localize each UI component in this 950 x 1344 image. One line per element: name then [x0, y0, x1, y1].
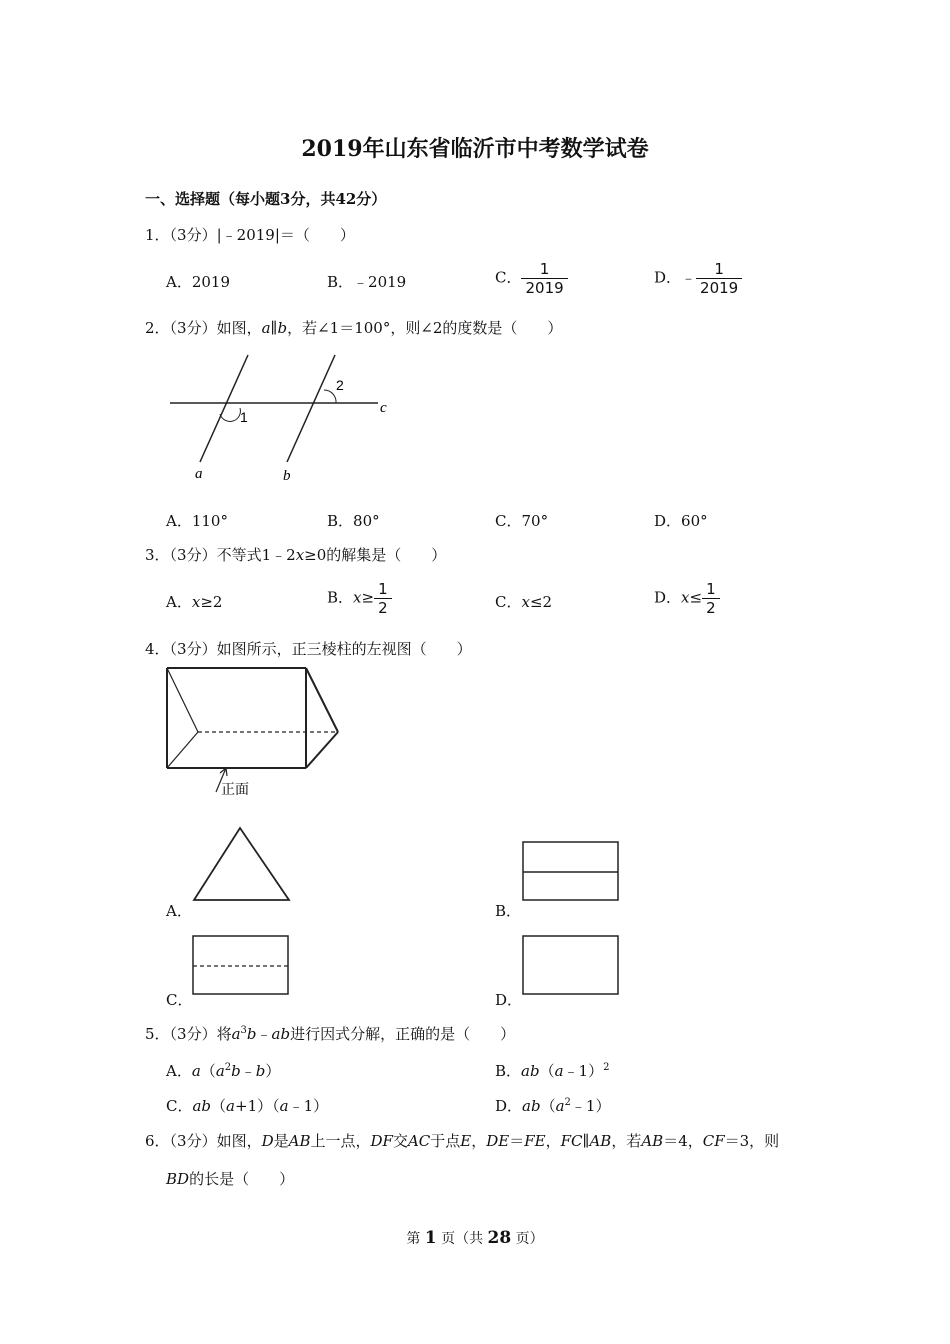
- exponent: 2: [603, 1062, 610, 1073]
- text: ，: [545, 1132, 561, 1150]
- parallel-lines-figure: [160, 350, 400, 490]
- question-number: 5．: [145, 1025, 170, 1043]
- text: ＝: [509, 1132, 525, 1150]
- option-text: ≥: [361, 588, 375, 607]
- fraction: [696, 260, 742, 297]
- option-text: ﹣1）: [288, 1097, 329, 1115]
- page-title: 2019年山东省临沂市中考数学试卷: [301, 136, 649, 162]
- q1-option-d: [654, 260, 742, 297]
- math-var: x: [681, 588, 690, 607]
- option-label: A．: [166, 593, 192, 611]
- minus-sign: ﹣: [256, 1025, 272, 1043]
- math-var: a: [215, 1062, 225, 1080]
- q5-option-c: [166, 1095, 328, 1116]
- math-var: FE: [524, 1132, 546, 1150]
- q2-option-c: C．70°: [495, 512, 549, 530]
- option-text: ≤: [689, 588, 703, 607]
- question-1: [145, 224, 355, 245]
- exponent: 2: [224, 1062, 232, 1073]
- q4-option-c: C．: [166, 991, 193, 1009]
- angle-1-label: 1: [240, 409, 248, 425]
- line-c-label: c: [380, 400, 387, 416]
- minus-sign: ﹣: [681, 268, 697, 287]
- q1-option-c: [495, 260, 568, 297]
- option-label: D．: [654, 268, 682, 287]
- option-label: D．: [654, 588, 682, 607]
- fraction-denominator: 2019: [696, 278, 742, 297]
- text: ，: [471, 1132, 487, 1150]
- question-number: 1．: [145, 226, 170, 244]
- fraction-numerator: 1: [714, 260, 724, 278]
- paren: （: [539, 1062, 555, 1080]
- text: 是: [273, 1132, 289, 1150]
- minus-sign: ﹣: [240, 1062, 256, 1080]
- section-heading: 一、选择题（每小题3分，共42分）: [145, 190, 387, 208]
- math-var: ab: [192, 1097, 212, 1115]
- option-label: A．: [166, 1062, 192, 1080]
- text: （3分）如图，: [169, 1132, 262, 1150]
- text: 上一点，: [310, 1132, 371, 1150]
- option-label: C．: [166, 1097, 193, 1115]
- footer-text: 页）: [515, 1231, 544, 1247]
- exponent: 3: [240, 1025, 247, 1036]
- q1-option-b: B．﹣2019: [327, 273, 407, 291]
- q5-option-a: [166, 1060, 280, 1081]
- q3-option-a: [166, 591, 222, 612]
- paren: ）: [265, 1062, 281, 1080]
- math-var: x: [353, 588, 362, 607]
- option-text: ≤2: [529, 593, 553, 611]
- math-var: a: [554, 1062, 564, 1080]
- q1-option-a: A．2019: [166, 273, 231, 291]
- option-label: D．: [495, 1097, 523, 1115]
- question-4: [145, 638, 472, 659]
- footer-text: 第: [406, 1231, 421, 1247]
- angle-2-label: 2: [336, 377, 344, 393]
- math-var: AB: [589, 1132, 612, 1150]
- text: ＝3，则: [724, 1132, 780, 1150]
- question-stem: （3分）|﹣2019|＝（ ）: [169, 226, 355, 244]
- page-number: 1: [424, 1228, 437, 1248]
- question-stem-part: 进行因式分解，正确的是（ ）: [290, 1025, 516, 1043]
- q3-option-b: [327, 580, 392, 617]
- fraction-denominator: 2: [702, 598, 720, 617]
- question-5: [145, 1023, 515, 1044]
- option-text: ﹣1）: [563, 1062, 604, 1080]
- fraction-denominator: 2019: [521, 278, 567, 297]
- math-var: ab: [522, 1097, 541, 1115]
- math-var: ab: [521, 1062, 540, 1080]
- paren: （: [540, 1097, 556, 1115]
- text: 的长是（ ）: [189, 1170, 295, 1188]
- fraction-numerator: 1: [378, 580, 388, 598]
- math-var: DF: [370, 1132, 393, 1150]
- math-var: CF: [702, 1132, 725, 1150]
- math-var: b: [255, 1062, 266, 1080]
- text: 于点: [430, 1132, 461, 1150]
- math-var: ab: [271, 1025, 291, 1043]
- front-view-label: 正面: [221, 782, 249, 798]
- math-var: x: [521, 593, 530, 611]
- text: 交: [392, 1132, 408, 1150]
- option-label: B．: [327, 588, 354, 607]
- math-var: DE: [486, 1132, 510, 1150]
- triangular-prism-figure: [160, 662, 360, 802]
- option-text: +1）（: [235, 1097, 280, 1115]
- fraction: [374, 580, 392, 617]
- footer-text: 页（共: [441, 1231, 484, 1247]
- option-text: ≥2: [200, 593, 223, 611]
- math-var: FC: [560, 1132, 583, 1150]
- math-var: b: [246, 1025, 257, 1043]
- q2-option-a: A．110°: [166, 512, 228, 530]
- page-total: 28: [487, 1228, 512, 1248]
- page-footer: [0, 1228, 950, 1248]
- math-var: AB: [288, 1132, 311, 1150]
- math-var: AB: [641, 1132, 664, 1150]
- question-3: [145, 544, 446, 565]
- q2-option-b: B．80°: [327, 512, 380, 530]
- question-number: 6．: [145, 1132, 170, 1150]
- question-number: 4．: [145, 640, 170, 658]
- text: ＝4，: [663, 1132, 703, 1150]
- math-var: a: [555, 1097, 565, 1115]
- q4-option-a-triangle: [192, 825, 292, 905]
- q5-option-d: [495, 1095, 610, 1116]
- q4-option-b: B．: [495, 902, 522, 920]
- question-number: 2．: [145, 319, 170, 337]
- math-var: a: [231, 1025, 241, 1043]
- q5-option-b: [495, 1060, 609, 1081]
- question-stem-part: （3分）如图，: [169, 319, 262, 337]
- math-var: AC: [407, 1132, 431, 1150]
- paren: （: [211, 1097, 227, 1115]
- q4-option-d-rectangle: [522, 935, 620, 997]
- text: ，若: [611, 1132, 642, 1150]
- fraction-numerator: 1: [539, 260, 550, 278]
- math-var: x: [295, 546, 305, 564]
- question-stem: （3分）如图所示，正三棱柱的左视图（ ）: [169, 640, 472, 658]
- line-a-label: a: [195, 466, 203, 482]
- math-var: a: [191, 1062, 201, 1080]
- question-6-line-2: [166, 1168, 294, 1189]
- fraction-denominator: 2: [374, 598, 392, 617]
- q4-option-c-rectangle: [192, 935, 290, 997]
- q2-option-d: D．60°: [654, 512, 708, 530]
- math-var: a: [279, 1097, 289, 1115]
- math-var: b: [231, 1062, 241, 1080]
- option-label: C．: [495, 593, 522, 611]
- math-var: BD: [166, 1170, 190, 1188]
- question-number: 3．: [145, 546, 170, 564]
- exponent: 2: [564, 1097, 571, 1108]
- question-stem-part: ≥0的解集是（ ）: [304, 546, 447, 564]
- option-text: ﹣1）: [570, 1097, 611, 1115]
- question-2: [145, 317, 562, 338]
- math-var: x: [191, 593, 201, 611]
- q3-option-c: [495, 591, 552, 612]
- line-b-label: b: [283, 468, 291, 484]
- question-stem-part: （3分）不等式1﹣2: [169, 546, 296, 564]
- paren: （: [200, 1062, 216, 1080]
- option-label: B．: [495, 1062, 522, 1080]
- text: ∥: [582, 1132, 590, 1150]
- math-var: a: [226, 1097, 235, 1115]
- option-label: C．: [495, 268, 522, 287]
- fraction-numerator: 1: [706, 580, 716, 598]
- math-var: a∥b: [261, 319, 288, 337]
- q4-option-d: D．: [495, 991, 523, 1009]
- q4-option-a: A．: [166, 902, 192, 920]
- question-stem-part: （3分）将: [169, 1025, 232, 1043]
- question-stem-part: ，若∠1＝100°，则∠2的度数是（ ）: [287, 319, 563, 337]
- q3-option-d: [654, 580, 720, 617]
- question-6: [145, 1130, 779, 1151]
- q4-option-b-rectangle: [522, 841, 620, 903]
- math-var: E: [460, 1132, 472, 1150]
- fraction: [521, 260, 567, 297]
- fraction: [702, 580, 720, 617]
- math-var: D: [261, 1132, 274, 1150]
